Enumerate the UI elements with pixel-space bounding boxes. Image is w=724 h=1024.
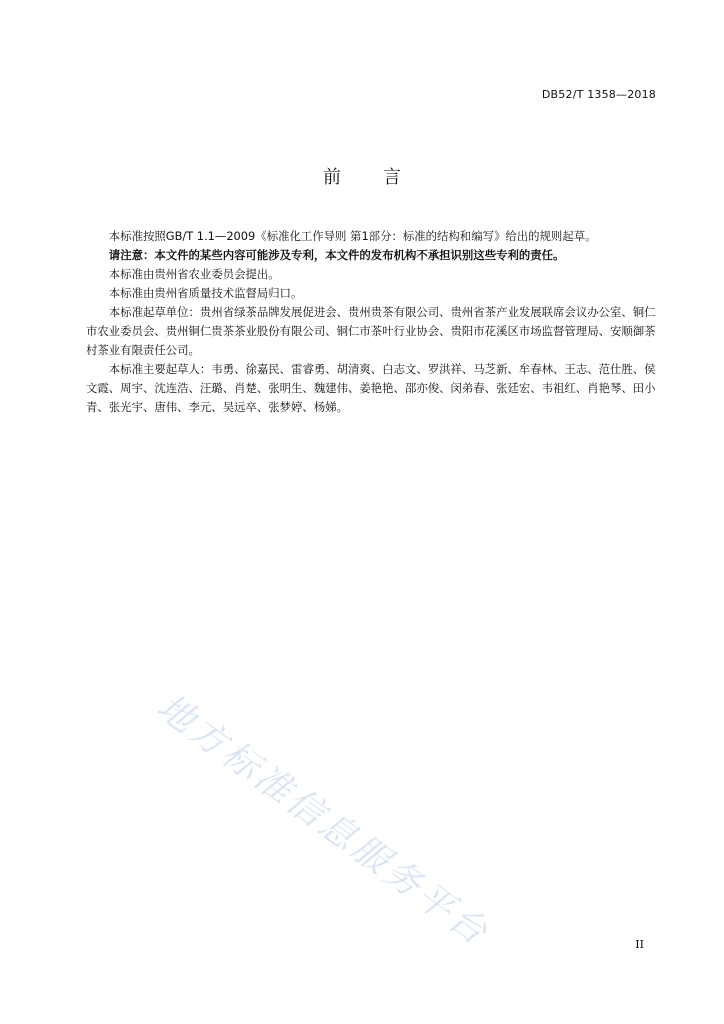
paragraph-administrator: 本标准由贵州省质量技术监督局归口。 — [108, 286, 303, 300]
title-char-1: 前 — [323, 167, 341, 188]
paragraph-patent-notice: 请注意：本文件的某些内容可能涉及专利，本文件的发布机构不承担识别这些专利的责任。 — [108, 248, 565, 262]
standard-code: DB52/T 1358—2018 — [541, 88, 656, 101]
page-title — [0, 163, 724, 189]
watermark: 地方标准信息服务平台 — [149, 686, 497, 955]
paragraph-proposer: 本标准由贵州省农业委员会提出。 — [108, 267, 280, 281]
title-char-2: 言 — [383, 167, 401, 188]
paragraph-drafting-units: 本标准起草单位：贵州省绿茶品牌发展促进会、贵州贵茶有限公司、贵州省茶产业发展联席会议办公室、铜仁市农业委员会、贵州铜仁贵茶茶业股份有限公司、铜仁市茶叶行业协会、贵阳市花溪区市场监督管理局、安顺御茶村茶业有限责任公司。 — [86, 305, 656, 357]
foreword-body — [86, 227, 656, 417]
paragraph-drafters: 本标准主要起草人：韦勇、徐嘉民、雷睿勇、胡清爽、白志文、罗洪祥、马芝新、牟春林、王志、范仕胜、侯文霞、周宇、沈连浩、汪璐、肖楚、张明生、魏建伟、姜艳艳、邵亦俊、闵弟春、张廷宏、韦祖红、肖艳琴、田小青、张光宇、唐伟、李元、吴远卒、张梦婷、杨娣。 — [86, 362, 656, 414]
paragraph-drafting-rules: 本标准按照GB/T 1.1—2009《标准化工作导则 第1部分：标准的结构和编写》给出的规则起草。 — [108, 229, 597, 243]
page-number: II — [635, 938, 644, 951]
